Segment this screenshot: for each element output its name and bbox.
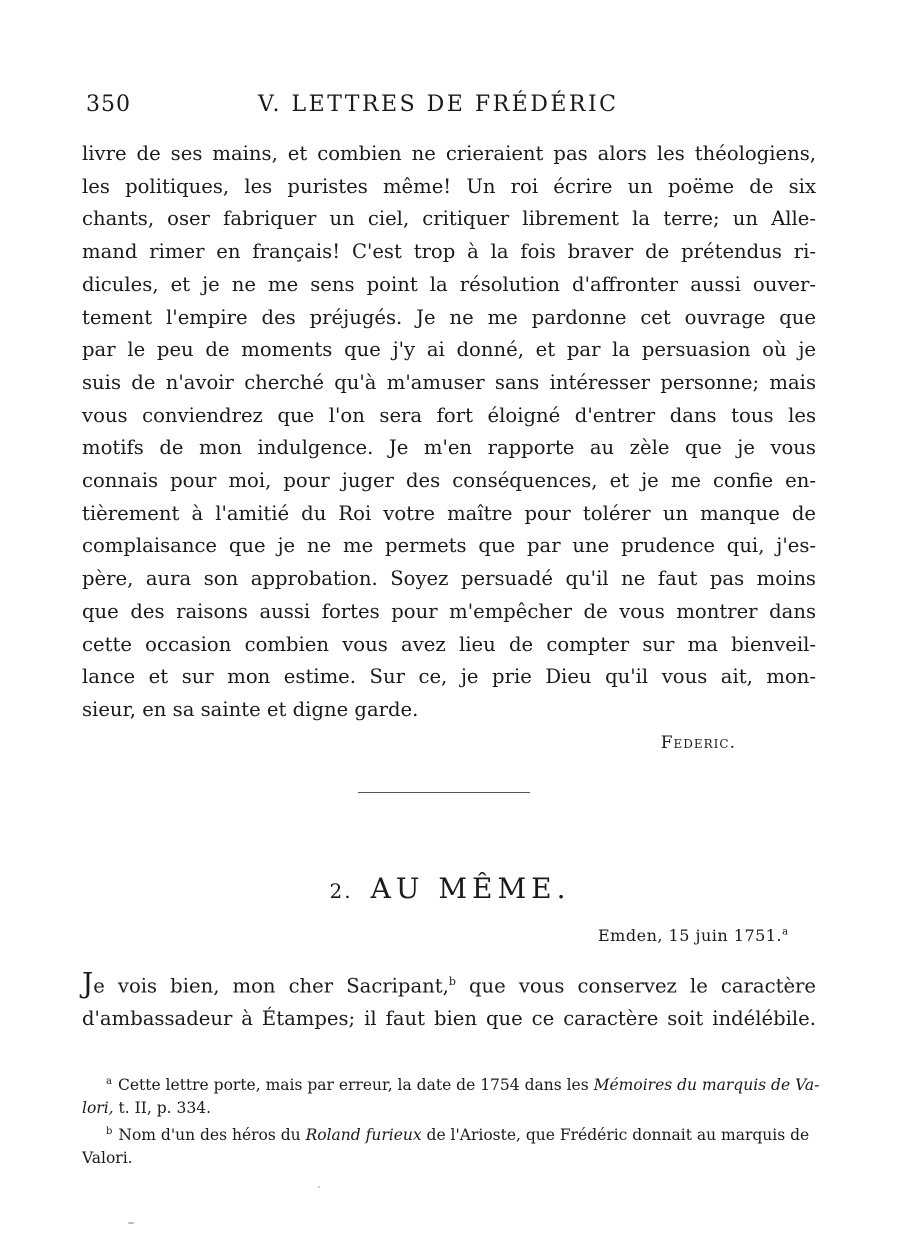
footnote-mark: a — [106, 1076, 112, 1087]
text-italic: Roland furieux — [305, 1126, 422, 1145]
footnote-line — [82, 1097, 812, 1120]
text-line: père, aura son approbation. Soyez persuadé qu'il ne faut pas moins — [82, 567, 816, 591]
text-line: suis de n'avoir cherché qu'à m'amuser sans intéresser personne; mais — [82, 370, 816, 394]
text-line — [82, 966, 816, 1003]
footnote-ref-b: b — [448, 975, 456, 988]
text-line: tièrement à l'amitié du Roi votre maître pour tolérer un manque de — [82, 501, 816, 525]
letter-title: AU MÊME. — [370, 872, 571, 905]
text-italic: lori, — [82, 1099, 114, 1118]
text-line: motifs de mon indulgence. Je m'en rapporte au zèle que je vous — [82, 436, 816, 460]
text-line: tement l'empire des préjugés. Je ne me pardonne cet ouvrage que — [82, 305, 816, 329]
text-line: lance et sur mon estime. Sur ce, je prie Dieu qu'il vous ait, mon- — [82, 665, 816, 689]
text-line: dicules, et je ne me sens point la résolution d'affronter aussi ouver- — [82, 272, 816, 296]
text-line: par le peu de moments que j'y ai donné, et par la persuasion où je — [82, 338, 816, 362]
text-italic: Mémoires du marquis de Va- — [593, 1076, 820, 1095]
text-line: mand rimer en français! C'est trop à la fois braver de prétendus ri- — [82, 240, 816, 264]
section-divider — [358, 792, 530, 793]
text-fragment: que vous conservez le caractère — [455, 974, 816, 998]
paper-speck — [128, 1222, 134, 1224]
footnotes — [82, 1070, 820, 1170]
paper-speck — [318, 1186, 320, 1188]
drop-initial: J — [82, 966, 94, 1000]
footnote-b — [82, 1120, 812, 1170]
text-line: complaisance que je ne me permets que par une prudence qui, j'es- — [82, 534, 816, 558]
running-head — [0, 92, 900, 126]
letter-2-body — [82, 966, 816, 1035]
page-number: 350 — [86, 92, 131, 117]
text-line: d'ambassadeur à Étampes; il faut bien que ce caractère soit indélébile. — [82, 1006, 816, 1030]
text-line: livre de ses mains, et combien ne crieraient pas alors les théologiens, — [82, 142, 816, 165]
text-line: que des raisons aussi fortes pour m'empêcher de vous montrer dans — [82, 599, 816, 623]
text-line: sieur, en sa sainte et digne garde. — [82, 697, 419, 721]
footnote-ref-a: a — [782, 926, 789, 938]
section-heading — [0, 872, 900, 905]
text-line: connais pour moi, pour juger des conséquences, et je me confie en- — [82, 469, 816, 493]
text-fragment: e vois bien, mon cher Sacripant, — [93, 974, 449, 998]
text-fragment: t. II, p. 334. — [113, 1099, 211, 1118]
footnote-line — [82, 1120, 812, 1147]
text-line: vous conviendrez que l'on sera fort éloigné d'entrer dans tous les — [82, 403, 816, 427]
dateline — [598, 926, 789, 945]
text-fragment: Cette lettre porte, mais par erreur, la date de 1754 dans les — [117, 1076, 594, 1095]
text-fragment: de l'Arioste, que Frédéric donnait au marquis de — [421, 1126, 810, 1145]
dateline-text: Emden, 15 juin 1751. — [598, 926, 783, 945]
text-line: les politiques, les puristes même! Un roi écrire un poëme de six — [82, 174, 816, 198]
footnote-mark: b — [106, 1126, 113, 1138]
text-line: cette occasion combien vous avez lieu de compter sur ma bienveil- — [82, 632, 816, 656]
footnote-a — [82, 1070, 820, 1120]
letter-number: 2. — [329, 879, 353, 903]
text-line: chants, oser fabriquer un ciel, critiquer librement la terre; un Alle- — [82, 207, 816, 231]
footnote-line: Valori. — [82, 1149, 133, 1168]
letter-1-body — [82, 138, 816, 727]
signature: Federic. — [660, 733, 736, 753]
text-fragment: Nom d'un des héros du — [118, 1126, 306, 1145]
footnote-line — [82, 1070, 820, 1097]
running-title: V. LETTRES DE FRÉDÉRIC — [258, 92, 619, 117]
